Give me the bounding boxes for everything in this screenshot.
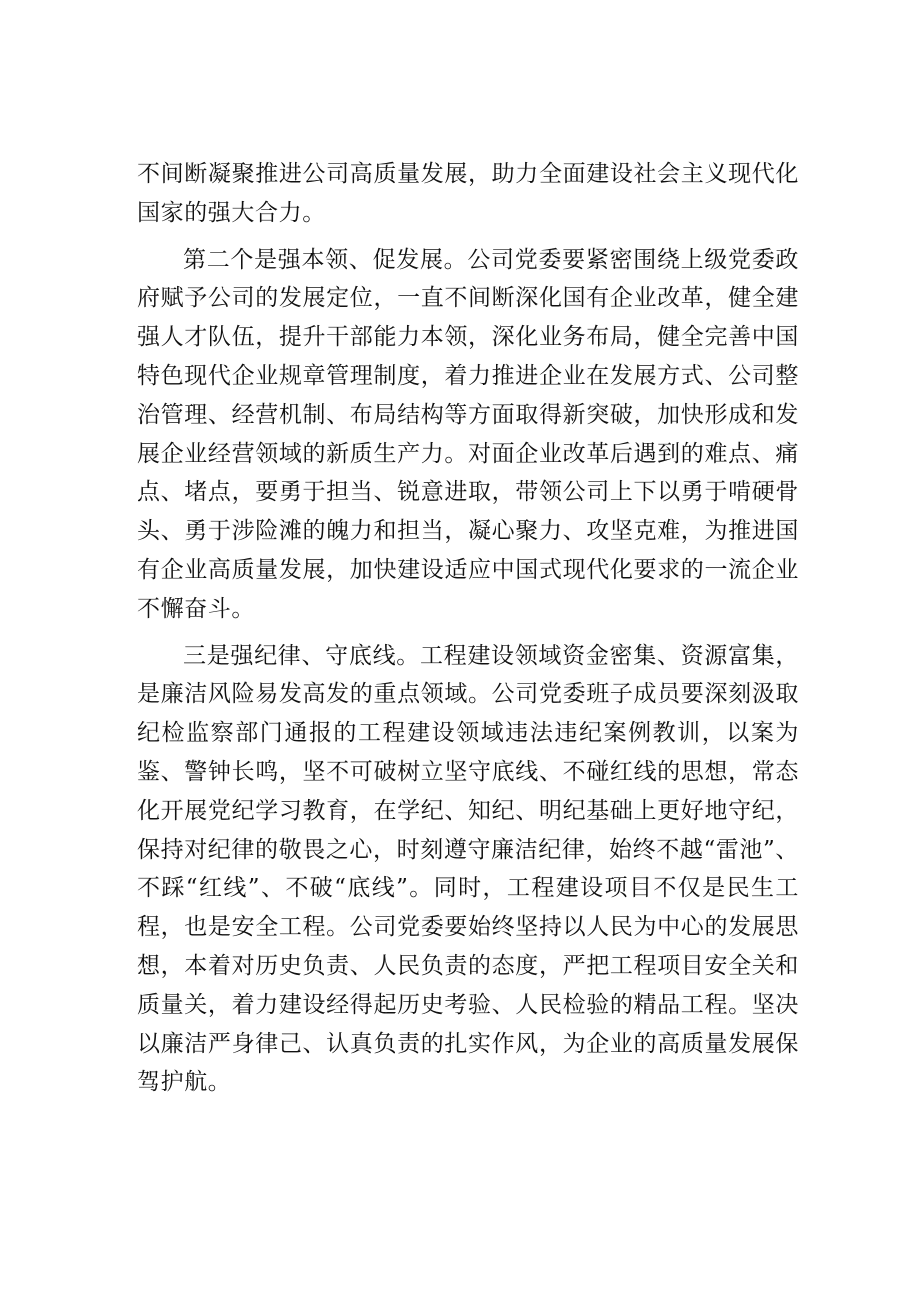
document-body <box>137 155 799 1102</box>
paragraph-strengthen-ability: 第二个是强本领、促发展。公司党委要紧密围绕上级党委政府赋予公司的发展定位，一直不间断深化国有企业改革，健全建强人才队伍，提升干部能力本领，深化业务布局，健全完善中国特色现代企业规章管理制度，着力推进企业在发展方式、公司整治管理、经营机制、布局结构等方面取得新突破，加快形成和发展企业经营领域的新质生产力。对面企业改革后遇到的难点、痛点、堵点，要勇于担当、锐意进取，带领公司上下以勇于啃硬骨头、勇于涉险滩的魄力和担当，凝心聚力、攻坚克难，为推进国有企业高质量发展，加快建设适应中国式现代化要求的一流企业不懈奋斗。 <box>137 246 799 622</box>
paragraph-strengthen-discipline: 三是强纪律、守底线。工程建设领域资金密集、资源富集，是廉洁风险易发高发的重点领域。公司党委班子成员要深刻汲取纪检监察部门通报的工程建设领域违法违纪案例教训，以案为鉴、警钟长鸣，坚不可破树立坚守底线、不碰红线的思想，常态化开展党纪学习教育，在学纪、知纪、明纪基础上更好地守纪，保持对纪律的敬畏之心，时刻遵守廉洁纪律，始终不越“雷池”、不踩“红线”、不破“底线”。同时，工程建设项目不仅是民生工程，也是安全工程。公司党委要始终坚持以人民为中心的发展思想，本着对历史负责、人民负责的态度，严把工程项目安全关和质量关，着力建设经得起历史考验、人民检验的精品工程。坚决以廉洁严身律己、认真负责的扎实作风，为企业的高质量发展保驾护航。 <box>137 642 799 1096</box>
paragraph-continuation: 不间断凝聚推进公司高质量发展，助力全面建设社会主义现代化国家的强大合力。 <box>137 161 799 226</box>
